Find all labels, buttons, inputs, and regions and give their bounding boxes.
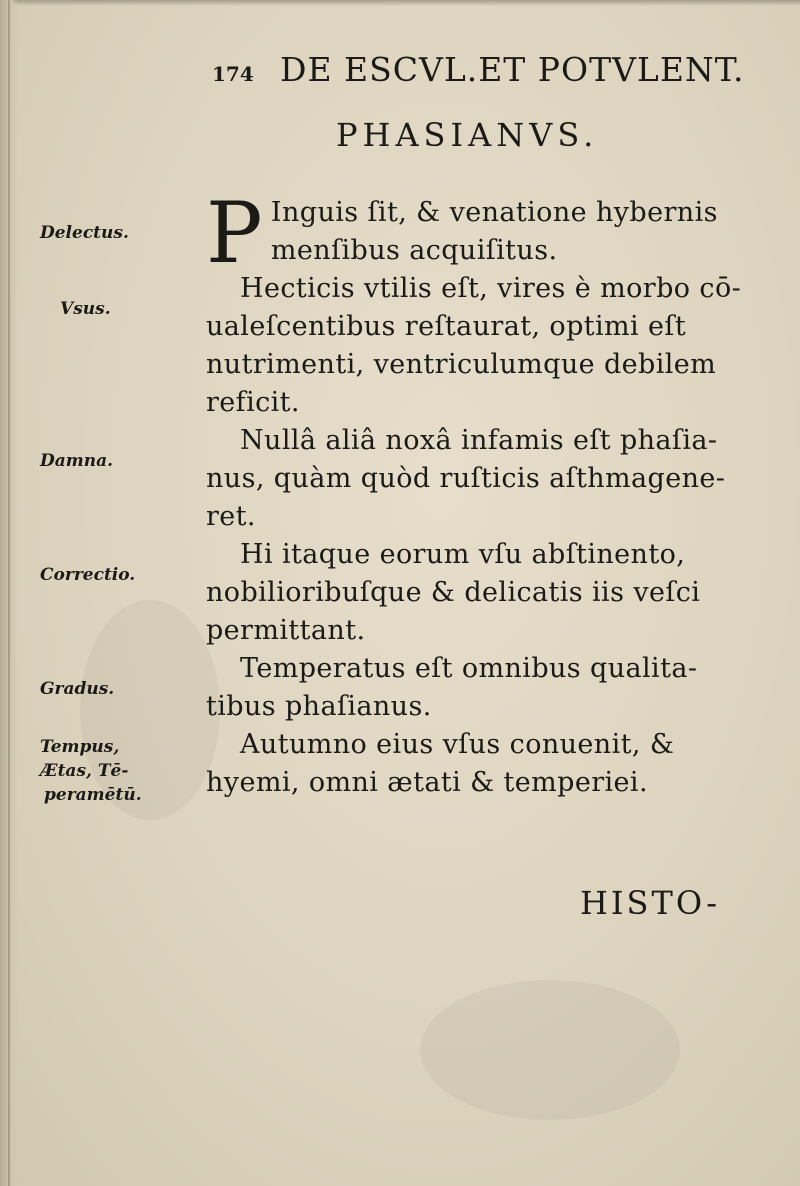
page-number: 174: [212, 62, 254, 86]
paragraph-delectus: [206, 184, 766, 282]
margin-note-aetas: Ætas, Tē-: [40, 761, 129, 781]
paragraph-text: Inguis ſit, & venatione hybernis menſibus acquiſitus.: [270, 197, 718, 266]
paper-stain: [420, 980, 680, 1120]
paragraph-damna: Nullâ aliâ noxâ infamis eſt phaſia-nus, quàm quòd ruſticis aſthmagene-ret.: [206, 425, 726, 532]
paragraph-gradus: Temperatus eſt omnibus qualita-tibus phaſianus.: [206, 653, 698, 722]
drop-cap: P: [206, 184, 263, 282]
catchword: HISTO-: [580, 884, 721, 922]
paragraph-tempus: Autumno eius vſus conuenit, & hyemi, omni ætati & temperiei.: [206, 729, 675, 798]
running-title: DE ESCVL.ET POTVLENT.: [280, 50, 745, 89]
gutter-shadow-line: [8, 0, 10, 1186]
margin-note-temperamentum: peramētū.: [44, 785, 142, 805]
section-title: PHASIANVS.: [336, 116, 599, 154]
running-head: [212, 48, 772, 92]
body-text: [206, 184, 766, 802]
paragraph-usus: Hecticis vtilis eſt, vires è morbo cō-ualeſcentibus reſtaurat, optimi eſt nutrimenti, ventriculumque debilem reficit.: [206, 273, 742, 418]
margin-note-tempus: Tempus,: [40, 737, 120, 757]
margin-note-delectus: Delectus.: [40, 223, 129, 243]
paragraph-correctio: Hi itaque eorum vſu abſtinento, nobilioribuſque & delicatis iis veſci permittant.: [206, 539, 701, 646]
margin-note-gradus: Gradus.: [40, 679, 115, 699]
margin-note-correctio: Correctio.: [40, 565, 136, 585]
margin-note-damna: Damna.: [40, 451, 114, 471]
margin-notes: [40, 0, 200, 1186]
margin-note-usus: Vsus.: [60, 299, 111, 319]
